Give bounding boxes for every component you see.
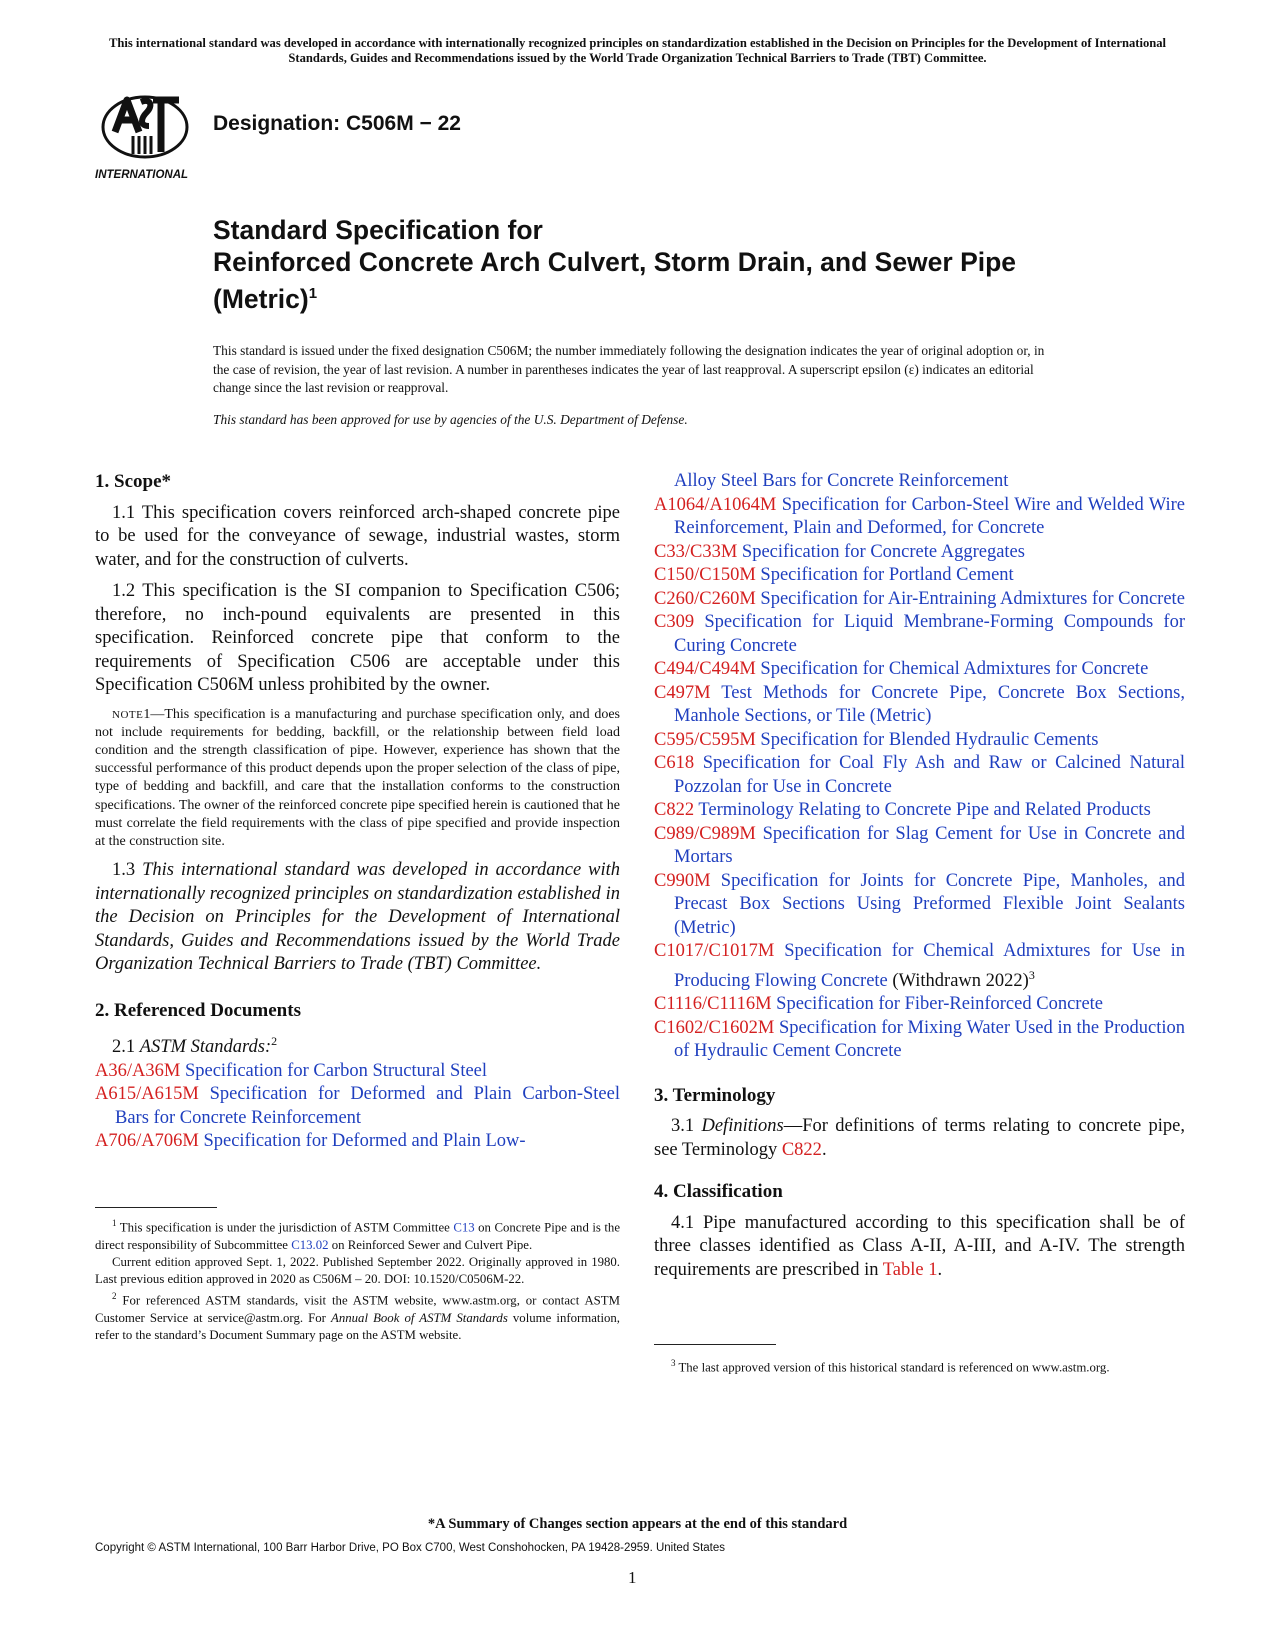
reference-title-link[interactable]: Specification for Carbon-Steel Wire and Welded Wire Reinforcement, Plain and Deformed, for Concrete <box>674 494 1185 538</box>
reference-code-link[interactable]: C990M <box>654 870 711 891</box>
reference-code-link[interactable]: C309 <box>654 612 695 632</box>
issued-statement: This standard is issued under the fixed designation C506M; the number immediately following the designation indicates the year of original adoption or, in the case of revision, the year of last revision. A number in parentheses indicates the year of last reapproval. A superscript epsilon (ε) indicates an editorial change since the last revision or reapproval. <box>213 343 1045 396</box>
reference-code-link[interactable]: A615/A615M <box>95 1084 199 1105</box>
reference-code-link[interactable]: A36/A36M <box>95 1060 181 1081</box>
reference-item <box>654 541 1185 565</box>
reference-title-link[interactable]: Specification for Air-Entraining Admixtures for Concrete <box>760 588 1185 609</box>
footnotes-left <box>95 1215 620 1345</box>
page-number: 1 <box>628 1568 637 1587</box>
astm-standards-label: 2.1 ASTM Standards:$^2$ <box>112 1034 278 1058</box>
section-classification-heading: 4. Classification <box>654 1181 783 1203</box>
reference-title-link[interactable]: Specification for Mixing Water Used in the Production of Hydraulic Cement Concrete <box>674 1017 1185 1062</box>
reference-continuation[interactable]: Alloy Steel Bars for Concrete Reinforcement <box>674 471 1009 491</box>
reference-code-link[interactable]: C33/C33M <box>654 541 738 562</box>
reference-title-link[interactable]: Specification for Portland Cement <box>760 565 1014 585</box>
top-notice: This international standard was developed in accordance with internationally recognized principles on standardization established in the Decision on Principles for the Development of International Standards, Guides and Recommendations issued by the World Trade Organization Technical Barriers to Trade (TBT) Committee. <box>108 36 1167 65</box>
footnote-1: $^1$ This specification is under the jurisdiction of ASTM Committee C13 on Concrete Pipe and is the direct responsibility of Subcommittee C13.02 on Reinforced Sewer and Culvert Pipe. <box>95 1218 620 1252</box>
footnote-divider-left <box>95 1207 217 1208</box>
link-c13[interactable]: C13 <box>453 1220 475 1235</box>
link-table-1[interactable]: Table 1 <box>882 1259 938 1280</box>
copyright: Copyright © ASTM International, 100 Barr Harbor Drive, PO Box C700, West Conshohocken, PA 19428-2959. United States <box>95 1542 726 1554</box>
reference-code-link[interactable]: C260/C260M <box>654 588 756 609</box>
reference-code-link[interactable]: C1602/C1602M <box>654 1017 775 1038</box>
reference-code-link[interactable]: C494/C494M <box>654 659 756 679</box>
para-1-2: 1.2 This specification is the SI companion to Specification C506; therefore, no inch-pound equivalents are presented in this specification. Reinforced concrete pipe that conform to the requirements of Specification C506 are acceptable under this Specification C506M unless prohibited by the owner. <box>95 581 620 695</box>
reference-code-link[interactable]: A706/A706M <box>95 1131 199 1152</box>
reference-item <box>95 1083 620 1130</box>
reference-item <box>654 940 1185 993</box>
reference-item <box>654 611 1185 658</box>
reference-title-link[interactable]: Test Methods for Concrete Pipe, Concrete Box Sections, Manhole Sections, or Tile (Metric) <box>674 682 1185 726</box>
reference-item <box>654 682 1185 729</box>
reference-item <box>654 658 1185 682</box>
reference-code-link[interactable]: C989/C989M <box>654 823 756 844</box>
reference-title-link[interactable]: Specification for Concrete Aggregates <box>741 541 1025 562</box>
section-terminology-heading: 3. Terminology <box>654 1084 776 1106</box>
reference-title-link[interactable]: Specification for Blended Hydraulic Cements <box>760 729 1099 750</box>
reference-code-link[interactable]: A1064/A1064M <box>654 494 777 515</box>
reference-code-link[interactable]: C595/C595M <box>654 729 756 750</box>
reference-code-link[interactable]: C1116/C1116M <box>654 994 772 1015</box>
reference-code-link[interactable]: C497M <box>654 682 711 703</box>
link-c822[interactable]: C822 <box>781 1139 822 1160</box>
footnotes-right <box>654 1355 1185 1377</box>
section-referenced-heading: 2. Referenced Documents <box>95 999 301 1021</box>
footnote-2: $^2$ For referenced ASTM standards, visit the ASTM website, www.astm.org, or contact ASTM Customer Service at service@astm.org. For Annual Book of ASTM Standards volume information, refer to the standard’s Document Summary page on the ASTM website. <box>95 1291 620 1343</box>
astm-logo-icon <box>93 92 205 182</box>
right-reference-list <box>654 494 1185 1064</box>
reference-code-link[interactable]: C822 <box>654 800 695 820</box>
reference-title-link[interactable]: Specification for Slag Cement for Use in Concrete and Mortars <box>674 823 1186 867</box>
reference-title-link[interactable]: Specification for Deformed and Plain Carbon-Steel Bars for Concrete Reinforcement <box>115 1084 620 1128</box>
right-column <box>654 470 1185 1290</box>
reference-code-link[interactable]: C150/C150M <box>654 565 756 585</box>
para-1-3: 1.3 This international standard was developed in accordance with internationally recognized principles on standardization established in the Decision on Principles for the Development of International Standards, Guides and Recommendations issued by the World Trade Organization Technical Barriers to Trade (TBT) Committee. <box>95 860 621 975</box>
title-line-1: Standard Specification for <box>213 215 543 245</box>
svg-text:INTERNATIONAL: INTERNATIONAL <box>95 169 189 181</box>
reference-item <box>654 494 1185 541</box>
para-1-1: 1.1 This specification covers reinforced arch-shaped concrete pipe to be used for the conveyance of sewage, industrial wastes, storm water, and for the construction of culverts. <box>95 502 620 570</box>
reference-item <box>654 752 1185 799</box>
designation: Designation: C506M − 22 <box>213 112 461 135</box>
reference-title-link[interactable]: Specification for Liquid Membrane-Forming Compounds for Curing Concrete <box>674 612 1186 656</box>
footnote-divider-right <box>654 1344 776 1345</box>
note-1: NOTE1—This specification is a manufacturing and purchase specification only, and does not include requirements for bedding, backfill, or the relationship between field load condition and the strength classification of pipe. However, experience has shown that the successful performance of this product depends upon the proper selection of the class of pipe, type of bedding and backfill, and care that the installation conforms to the construction specifications. The owner of the reinforced concrete pipe specified herein is cautioned that he must correlate the field requirements with the class of pipe specified and provide inspection at the construction site. <box>95 706 620 849</box>
para-3-1: 3.1 Definitions—For definitions of terms relating to concrete pipe, see Terminology C822. <box>654 1116 1186 1160</box>
reference-item <box>95 1060 620 1084</box>
reference-item <box>654 823 1185 870</box>
footnote-3: $^3$ The last approved version of this historical standard is referenced on www.astm.org. <box>671 1358 1110 1375</box>
reference-item <box>95 1130 620 1154</box>
withdrawn-note: (Withdrawn 2022) <box>887 970 1029 991</box>
reference-item <box>654 993 1185 1017</box>
reference-item <box>654 588 1185 612</box>
summary-of-changes-note: *A Summary of Changes section appears at the end of this standard <box>427 1516 848 1532</box>
reference-title-link[interactable]: Specification for Fiber-Reinforced Concrete <box>776 994 1104 1015</box>
reference-item <box>654 729 1185 753</box>
section-scope-heading: 1. Scope* <box>95 471 171 492</box>
reference-title-link[interactable]: Specification for Joints for Concrete Pipe, Manholes, and Precast Box Sections Using Preformed Flexible Joint Sealants (Metric) <box>674 870 1186 938</box>
reference-title-link[interactable]: Terminology Relating to Concrete Pipe and Related Products <box>698 800 1151 820</box>
title-footnote-ref[interactable]: 1 <box>308 285 318 302</box>
reference-code-link[interactable]: C618 <box>654 753 695 773</box>
footnote-ref-2[interactable]: 2 <box>271 1034 278 1049</box>
left-column <box>95 470 620 1154</box>
reference-item <box>654 1017 1185 1064</box>
reference-title-link[interactable]: Specification for Carbon Structural Steel <box>184 1060 488 1081</box>
title-line-2: Reinforced Concrete Arch Culvert, Storm Drain, and Sewer Pipe (Metric)$^1$ <box>213 247 1017 314</box>
footnote-1-edition: Current edition approved Sept. 1, 2022. Published September 2022. Originally approved in 1980. Last previous edition approved in 2020 as C506M – 20. DOI: 10.1520/C0506M-22. <box>95 1254 620 1287</box>
reference-item <box>654 799 1185 823</box>
reference-title-link[interactable]: Specification for Chemical Admixtures for Use in Producing Flowing Concrete <box>674 941 1186 991</box>
reference-title-link[interactable]: Specification for Deformed and Plain Low- <box>203 1131 526 1152</box>
para-4-1: 4.1 Pipe manufactured according to this specification shall be of three classes identified as Class A-II, A-III, and A-IV. The strength requirements are prescribed in Table 1. <box>654 1212 1185 1280</box>
reference-title-link[interactable]: Specification for Coal Fly Ash and Raw or Calcined Natural Pozzolan for Use in Concrete <box>674 753 1186 797</box>
reference-item <box>654 870 1185 941</box>
link-c13-02[interactable]: C13.02 <box>291 1237 329 1252</box>
document-title <box>213 214 1113 315</box>
reference-item <box>654 564 1185 588</box>
dod-approval-statement: This standard has been approved for use by agencies of the U.S. Department of Defense. <box>213 412 688 427</box>
reference-code-link[interactable]: C1017/C1017M <box>654 941 775 961</box>
astm-logo <box>93 92 205 182</box>
note-label: NOTE <box>112 708 144 721</box>
footnote-ref-3[interactable]: 3 <box>1028 967 1035 982</box>
reference-title-link[interactable]: Specification for Chemical Admixtures for Concrete <box>760 659 1149 679</box>
left-reference-list <box>95 1060 620 1154</box>
